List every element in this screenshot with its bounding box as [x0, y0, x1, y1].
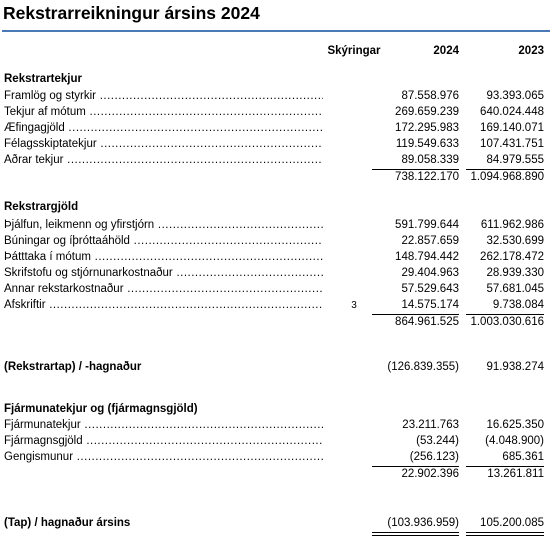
value-2023: 32.530.699 [486, 235, 544, 247]
subtotal-rule-2024 [372, 466, 459, 467]
revenue-row [0, 138, 554, 154]
value-2024: 57.529.643 [401, 283, 459, 295]
value-2024: 23.211.763 [402, 419, 459, 431]
statement-title: Rekstrarreikningur ársins 2024 [3, 3, 260, 23]
expense-row [0, 299, 554, 315]
expense-total-row [0, 316, 554, 332]
row-label: Aðrar tekjur ..... [4, 154, 323, 166]
column-header-note: Skýringar [327, 45, 381, 57]
value-2024: (103.936.959) [387, 517, 459, 529]
row-label: (Rekstrartap) / -hagnaður [4, 361, 142, 373]
finance-row [0, 419, 554, 435]
value-2023: 84.979.555 [486, 154, 544, 166]
value-2023: 640.024.448 [480, 106, 544, 118]
row-label: Fjármagnsgjöld ..... [4, 435, 323, 447]
value-2024: 29.404.963 [401, 267, 459, 279]
value-2024: 87.558.976 [401, 90, 459, 102]
finance-total-row [0, 468, 554, 484]
value-2024: 591.799.644 [395, 219, 459, 231]
value-2024: 22.857.659 [401, 235, 459, 247]
expense-row [0, 283, 554, 299]
note-ref: 3 [351, 300, 357, 311]
subtotal-rule-2024 [372, 314, 459, 315]
value-2023: 685.361 [502, 451, 544, 463]
value-2024: (126.839.355) [387, 361, 459, 373]
total-2024: 738.122.170 [395, 171, 459, 183]
value-2023: 16.625.350 [486, 419, 544, 431]
expense-row [0, 267, 554, 283]
row-label: Æfingagjöld ..... [4, 122, 323, 134]
column-header-2024: 2024 [433, 45, 459, 57]
value-2023: 169.140.071 [480, 122, 544, 134]
row-label: Skrifstofu og stjórnunarkostnaður ..... [4, 267, 323, 279]
value-2023: 93.393.065 [486, 90, 544, 102]
double-rule-top-2024 [372, 532, 459, 533]
row-label: Afskriftir ..... [4, 299, 323, 311]
subtotal-rule-2023 [466, 169, 544, 170]
subtotal-rule-2024 [372, 169, 459, 170]
value-2023: 262.178.472 [480, 251, 544, 263]
row-label: Annar rekstarkostnaður ..... [4, 283, 323, 295]
section-heading-revenue: Rekstrartekjur [4, 73, 82, 85]
finance-row [0, 435, 554, 451]
operating-result-row [0, 361, 554, 377]
expense-row [0, 235, 554, 251]
value-2024: (256.123) [409, 451, 459, 463]
revenue-row [0, 106, 554, 122]
revenue-row [0, 122, 554, 138]
value-2024: 14.575.174 [401, 299, 459, 311]
row-label: Gengismunur ..... [4, 451, 323, 463]
double-rule-top-2023 [466, 532, 544, 533]
revenue-row [0, 154, 554, 170]
value-2024: 172.295.983 [395, 122, 459, 134]
revenue-total-row [0, 171, 554, 187]
total-2023: 1.094.968.890 [470, 171, 544, 183]
value-2024: 269.659.239 [395, 106, 459, 118]
row-label: Þjálfun, leikmenn og yfirstjórn ..... [4, 219, 323, 231]
value-2024: 148.794.442 [395, 251, 459, 263]
value-2023: 105.200.085 [480, 517, 544, 529]
title-rule [2, 30, 550, 32]
value-2023: 9.738.084 [492, 299, 544, 311]
value-2023: 107.431.751 [480, 138, 544, 150]
column-header-2023: 2023 [518, 45, 544, 57]
total-2023: 1.003.030.616 [470, 316, 544, 328]
row-label: Tekjur af mótum ..... [4, 106, 323, 118]
double-rule-bottom-2023 [466, 535, 544, 536]
value-2023: 28.939.330 [486, 267, 544, 279]
total-2024: 22.902.396 [401, 468, 459, 480]
section-heading-finance: Fjármunatekjur og (fjármagnsgjöld) [4, 403, 198, 415]
value-2024: 89.058.339 [401, 154, 459, 166]
value-2023: 91.938.274 [486, 361, 544, 373]
total-2023: 13.261.811 [487, 468, 544, 480]
row-label: Búningar og íþróttaáhöld ..... [4, 235, 323, 247]
total-2024: 864.961.525 [395, 316, 459, 328]
net-result-row [0, 517, 554, 533]
expense-row [0, 251, 554, 267]
double-rule-bottom-2024 [372, 535, 459, 536]
row-label: Þátttaka í mótum ..... [4, 251, 323, 263]
row-label: (Tap) / hagnaður ársins [4, 517, 131, 529]
value-2023: (4.048.900) [485, 435, 544, 447]
row-label: Framlög og styrkir ..... [4, 90, 323, 102]
value-2024: 119.549.633 [395, 138, 459, 150]
row-label: Fjármunatekjur ..... [4, 419, 323, 431]
row-label: Félagsskiptatekjur ..... [4, 138, 323, 150]
value-2024: (53.244) [416, 435, 459, 447]
subtotal-rule-2023 [466, 314, 544, 315]
expense-row [0, 219, 554, 235]
subtotal-rule-2023 [466, 466, 544, 467]
finance-row [0, 451, 554, 467]
value-2023: 57.681.045 [486, 283, 544, 295]
revenue-row [0, 90, 554, 106]
value-2023: 611.962.986 [480, 219, 544, 231]
section-heading-expenses: Rekstrargjöld [4, 201, 79, 213]
